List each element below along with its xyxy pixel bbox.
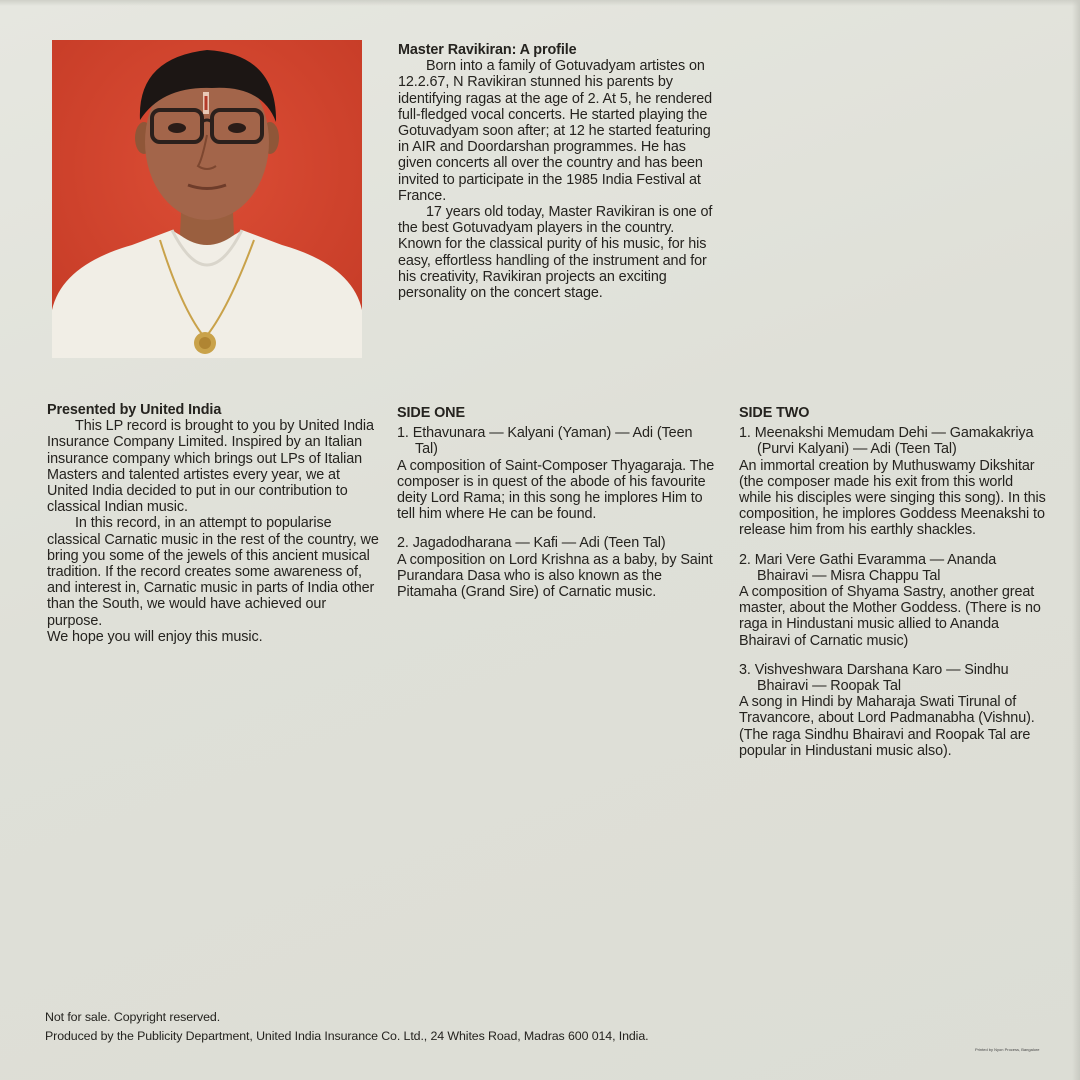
artist-profile-section [398,42,713,301]
track-title: 1. Ethavunara — Kalyani (Yaman) — Adi (Teen Tal) [397,425,693,458]
side-two-heading: SIDE TWO [739,405,810,421]
presented-heading: Presented by United India [47,402,222,418]
artist-portrait-photo [52,40,362,358]
list-item [739,552,1049,649]
side-two-tracklist [739,405,1049,759]
portrait-illustration [52,40,362,358]
track-title: 1. Meenakshi Memudam Dehi — Gamakakriya (Purvi Kalyani) — Adi (Teen Tal) [739,425,1034,458]
printer-credit: Printed by Nyon Process, Bangalore [975,1047,1040,1052]
profile-heading: Master Ravikiran: A profile [398,42,577,58]
track-description: A song in Hindi by Maharaja Swati Tirunal of Travancore, about Lord Padmanabha (Vishnu). (The raga Sindhu Bhairavi and Roopak Tal are popular in Hindustani music also). [739,694,1035,759]
sleeve-edge-right [1072,0,1080,1080]
track-title: 2. Jagadodharana — Kafi — Adi (Teen Tal) [397,535,666,552]
side-one-tracklist [397,405,715,600]
list-item [397,425,715,522]
track-description: A composition on Lord Krishna as a baby, by Saint Purandara Dasa who is also known as the Pitamaha (Grand Sire) of Carnatic music. [397,551,713,601]
track-description: An immortal creation by Muthuswamy Dikshitar (the composer made his exit from this world while his disciples were singing this song). In this composition, he implores Goddess Meenakshi to release him from his earthly shackles. [739,457,1046,539]
presented-paragraph: In this record, in an attempt to popularise classical Carnatic music in the rest of the country, we bring you some of the jewels of this ancient musical tradition. If the record creates some awareness of, and interest in, Carnatic music in parts of India other than the South, we would have achieved our purpose. [47,515,379,629]
list-item [739,425,1049,538]
presented-by-section [47,402,382,645]
track-description: A composition of Saint-Composer Thyagaraja. The composer is in quest of the abode of his favourite deity Lord Rama; in this song he implores Him to tell him where He can be found. [397,457,715,523]
list-item [739,662,1049,759]
copyright-notice: Not for sale. Copyright reserved. [45,1010,221,1024]
profile-paragraph: 17 years old today, Master Ravikiran is one of the best Gotuvadyam players in the country. Known for the classical purity of his music, for his easy, effortless handling of the instrument and for his creativity, Ravikiran projects an exciting personality on the concert stage. [398,204,713,302]
track-description: A composition of Shyama Sastry, another great master, about the Mother Goddess. (There is no raga in Hindustani music allied to Ananda Bhairavi of Carnatic music) [739,584,1041,649]
list-item [397,535,715,600]
track-title: 2. Mari Vere Gathi Evaramma — Ananda Bhairavi — Misra Chappu Tal [739,551,997,584]
presented-paragraph: This LP record is brought to you by United India Insurance Company Limited. Inspired by an Italian insurance company which brings out LPs of Italian Masters and talented artistes every year, we at United India decided to put in our contribution to classical Indian music. [47,418,374,516]
sleeve-edge-top [0,0,1080,6]
profile-paragraph: Born into a family of Gotuvadyam artistes on 12.2.67, N Ravikiran stunned his parents by identifying ragas at the age of 2. At 5, he rendered full-fledged vocal concerts. He started playing the Gotuvadyam soon after; at 12 he started featuring in AIR and Doordarshan programmes. He has given concerts all over the country and has been invited to participate in the 1985 India Festival at France. [398,58,713,204]
side-one-heading: SIDE ONE [397,405,465,421]
presented-closing: We hope you will enjoy this music. [47,628,263,645]
track-title: 3. Vishveshwara Darshana Karo — Sindhu Bhairavi — Roopak Tal [739,661,1009,695]
producer-credit: Produced by the Publicity Department, United India Insurance Co. Ltd., 24 Whites Road, Madras 600 014, India. [45,1029,649,1043]
